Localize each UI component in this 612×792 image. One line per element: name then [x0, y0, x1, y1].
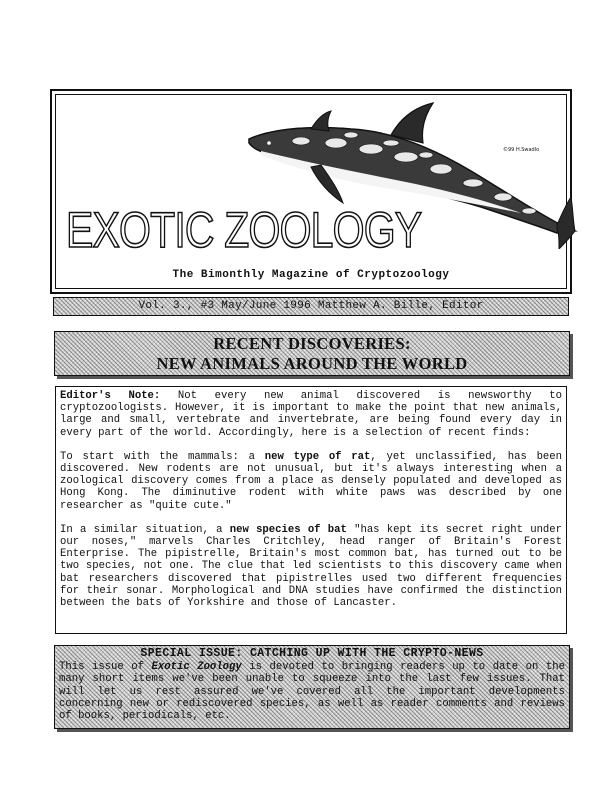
special-issue-title: SPECIAL ISSUE: CATCHING UP WITH THE CRYPTO-NEWS — [140, 647, 484, 660]
artist-signature: ©99 H.Swadlo — [503, 147, 540, 153]
bat-paragraph — [60, 524, 562, 609]
headline-line-2: NEW ANIMALS AROUND THE WORLD — [156, 354, 468, 373]
bat-paragraph-lead: In a similar situation, a — [60, 523, 230, 536]
headline-line-1: RECENT DISCOVERIES: — [213, 334, 411, 353]
magazine-name-emphasis: Exotic Zoology — [151, 661, 242, 674]
issue-info-bar: Vol. 3., #3 May/June 1996 Matthew A. Bille, Editor — [53, 297, 569, 316]
masthead-inner-frame — [55, 94, 567, 289]
masthead — [50, 89, 572, 294]
rat-paragraph-text: , yet unclassified, has been discovered. New rodents are not unusual, but it's always interesting when a zoological discovery comes from a place as densely populated and developed as Hong Kong. The diminutive rodent with white paws was described by one researcher as "quite cute." — [60, 450, 562, 512]
magazine-title: EXOTIC ZOOLOGY — [66, 202, 422, 258]
bat-highlight: new species of bat — [229, 523, 347, 536]
dolphin-dorsal-fin — [391, 103, 433, 143]
rat-paragraph — [60, 451, 562, 512]
bat-paragraph-text: "has kept its secret right under our noses," marvels Charles Critchley, head ranger of Britain's Forest Enterprise. The pipistrelle, Britain's most common bat, has turned out to be two species, not one. The clue that led scientists to this discovery came when bat researchers discovered that pipistrelles used two different frequencies for their sonar. Morphological and DNA studies have confirmed the distinction between the bats of Yorkshire and those of Lancaster. — [60, 523, 562, 610]
rat-paragraph-lead: To start with the mammals: a — [60, 450, 265, 463]
dolphin-tail — [557, 197, 575, 249]
editors-note-paragraph — [60, 390, 562, 439]
dolphin-second-fin — [311, 111, 331, 131]
editors-note-text: Not every new animal discovered is newsworthy to cryptozoologists. However, it is important to make the point that new animals, large and small, vertebrate and invertebrate, are being found every day in every part of the world. Accordingly, here is a selection of recent finds: — [60, 390, 562, 439]
special-issue-lead: This issue of — [59, 661, 152, 674]
special-issue-text — [59, 661, 565, 722]
tagline: The Bimonthly Magazine of Cryptozoology — [172, 269, 450, 281]
rat-highlight: new type of rat — [264, 450, 371, 463]
article-body — [55, 386, 567, 634]
editors-note-label: Editor's Note: — [60, 390, 161, 402]
special-issue-box — [54, 645, 570, 729]
section-headline — [54, 331, 570, 376]
dolphin-eye — [267, 141, 271, 145]
special-issue-body: is devoted to bringing readers up to date on the many short items we've been unable to squeeze into the last few issues. That will let us rest assured we've covered all the important developments concerning new or rediscovered species, as well as reader comments and reviews of books, periodicals, etc. — [59, 661, 565, 723]
